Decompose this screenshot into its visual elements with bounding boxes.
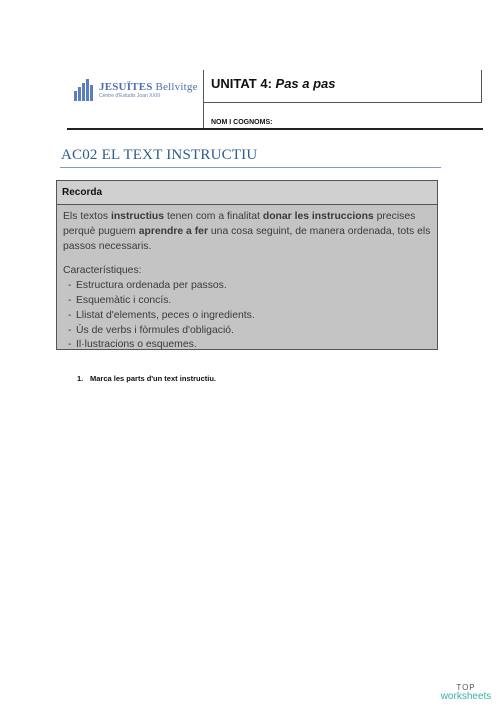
header-bottom-rule	[67, 128, 483, 130]
logo-subtitle: Centre d'Estudis Joan XXIII	[99, 92, 160, 99]
brand-top: TOP	[456, 683, 476, 692]
question-1	[77, 374, 216, 383]
unit-name: Pas a pas	[275, 76, 336, 91]
logo-brand: JESUÏTES	[99, 80, 153, 93]
name-field-label: NOM I COGNOMS:	[211, 119, 273, 126]
activity-title: AC02 EL TEXT INSTRUCTIU	[61, 147, 258, 163]
recorda-intro: Els textos instructius tenen com a finalitat donar les instruccions precises perquè puguem aprendre a fer una cosa seguint, de manera ordenada, tots els passos necessaris.	[63, 211, 431, 252]
features-list	[63, 279, 431, 353]
list-item: - Llistat d'elements, peces o ingredients.	[63, 309, 431, 324]
brand-bottom: worksheets	[440, 691, 492, 702]
list-item: - Il·lustracions o esquemes.	[63, 338, 431, 353]
list-item: - Estructura ordenada per passos.	[63, 279, 431, 294]
unit-title	[211, 76, 336, 91]
list-item: - Esquemàtic i concís.	[63, 294, 431, 309]
activity-title-underline	[60, 167, 441, 168]
question-number: 1.	[77, 374, 84, 383]
recorda-box	[56, 180, 438, 350]
topworksheets-logo[interactable]	[436, 684, 496, 702]
unit-prefix: UNITAT 4:	[211, 76, 272, 91]
features-label: Característiques:	[63, 265, 142, 277]
recorda-heading: Recorda	[57, 181, 437, 205]
list-item: - Ús de verbs i fòrmules d'obligació.	[63, 324, 431, 339]
school-logo-icon	[74, 79, 96, 101]
logo-place: Bellvitge	[155, 80, 198, 93]
question-text: Marca les parts d'un text instructiu.	[90, 374, 216, 383]
recorda-body	[57, 205, 437, 353]
school-logo	[74, 78, 202, 102]
